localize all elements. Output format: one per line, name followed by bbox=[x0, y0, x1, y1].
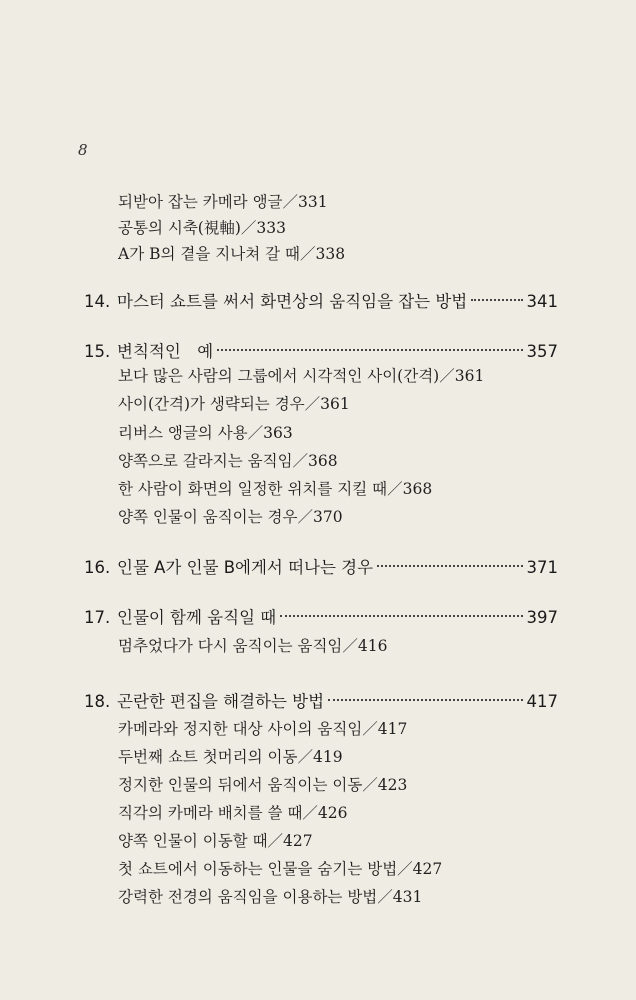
toc-chapter-18 bbox=[84, 688, 558, 716]
chapter-page: 371 bbox=[526, 558, 558, 577]
dot-leader bbox=[328, 699, 522, 701]
chapter-title: 인물이 함께 움직일 때 bbox=[117, 608, 277, 627]
dot-leader bbox=[377, 565, 522, 567]
chapter-number: 17. bbox=[84, 608, 111, 627]
chapter-page: 341 bbox=[526, 292, 558, 311]
toc-subentry: 직각의 카메라 배치를 쓸 때／426 bbox=[118, 804, 348, 822]
chapter-title: 인물 A가 인물 B에게서 떠나는 경우 bbox=[117, 558, 374, 577]
toc-chapter-17 bbox=[84, 604, 558, 632]
toc-chapter-15 bbox=[84, 338, 558, 366]
toc-subentry: 양쪽으로 갈라지는 움직임／368 bbox=[118, 452, 338, 470]
chapter-title: 곤란한 편집을 해결하는 방법 bbox=[117, 692, 325, 711]
toc-chapter-16 bbox=[84, 554, 558, 582]
page-number: 8 bbox=[78, 141, 88, 159]
toc-subentry: 리버스 앵글의 사용／363 bbox=[118, 424, 293, 442]
toc-subentry: A가 B의 곁을 지나쳐 갈 때／338 bbox=[118, 245, 346, 263]
toc-subentry: 공통의 시축(視軸)／333 bbox=[118, 219, 286, 237]
toc-subentry: 멈추었다가 다시 움직이는 움직임／416 bbox=[118, 637, 388, 655]
chapter-number: 16. bbox=[84, 558, 111, 577]
dot-leader bbox=[471, 299, 522, 301]
toc-subentry: 양쪽 인물이 이동할 때／427 bbox=[118, 832, 313, 850]
toc-subentry: 보다 많은 사람의 그룹에서 시각적인 사이(간격)／361 bbox=[118, 367, 485, 385]
chapter-number: 18. bbox=[84, 692, 111, 711]
toc-subentry: 양쪽 인물이 움직이는 경우／370 bbox=[118, 508, 343, 526]
dot-leader bbox=[217, 349, 522, 351]
toc-subentry: 되받아 잡는 카메라 앵글／331 bbox=[118, 193, 328, 211]
chapter-number: 14. bbox=[84, 292, 111, 311]
toc-subentry: 사이(간격)가 생략되는 경우／361 bbox=[118, 395, 350, 413]
chapter-page: 417 bbox=[526, 692, 558, 711]
toc-subentry: 두번째 쇼트 첫머리의 이동／419 bbox=[118, 748, 343, 766]
toc-chapter-14 bbox=[84, 288, 558, 316]
toc-subentry: 한 사람이 화면의 일정한 위치를 지킬 때／368 bbox=[118, 480, 433, 498]
dot-leader bbox=[280, 615, 522, 617]
toc-subentry: 강력한 전경의 움직임을 이용하는 방법／431 bbox=[118, 888, 423, 906]
chapter-page: 357 bbox=[526, 342, 558, 361]
chapter-number: 15. bbox=[84, 342, 111, 361]
toc-subentry: 정지한 인물의 뒤에서 움직이는 이동／423 bbox=[118, 776, 408, 794]
chapter-title: 변칙적인 예 bbox=[117, 342, 214, 361]
toc-subentry: 첫 쇼트에서 이동하는 인물을 숨기는 방법／427 bbox=[118, 860, 443, 878]
chapter-title: 마스터 쇼트를 써서 화면상의 움직임을 잡는 방법 bbox=[117, 292, 468, 311]
chapter-page: 397 bbox=[526, 608, 558, 627]
toc-subentry: 카메라와 정지한 대상 사이의 움직임／417 bbox=[118, 720, 408, 738]
